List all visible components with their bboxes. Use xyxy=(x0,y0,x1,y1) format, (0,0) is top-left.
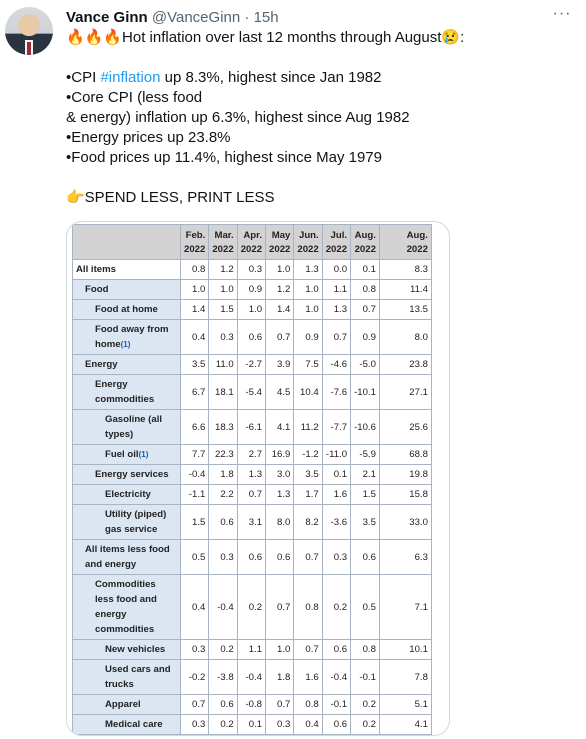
table-row xyxy=(73,375,432,410)
value-cell: 22.3 xyxy=(209,445,237,465)
value-cell: -10.6 xyxy=(351,410,380,445)
value-cell: 18.1 xyxy=(209,375,237,410)
tweet-header xyxy=(66,8,279,28)
value-cell: -5.4 xyxy=(237,375,265,410)
table-header-cell xyxy=(379,225,431,260)
tweet-line-food: •Food prices up 11.4%, highest since May 1979 xyxy=(66,149,382,166)
header-separator: · xyxy=(244,9,250,26)
value-cell: 0.5 xyxy=(351,575,380,640)
value-cell: 1.6 xyxy=(294,660,322,695)
value-cell: 68.8 xyxy=(379,445,431,465)
value-cell: 0.7 xyxy=(266,320,294,355)
value-cell: 7.8 xyxy=(379,660,431,695)
value-cell: 1.3 xyxy=(322,300,350,320)
value-cell: 2.2 xyxy=(209,485,237,505)
value-cell: -0.2 xyxy=(181,660,209,695)
value-cell: 1.4 xyxy=(181,300,209,320)
value-cell: 1.5 xyxy=(181,505,209,540)
value-cell: 1.0 xyxy=(209,280,237,300)
value-cell: -2.7 xyxy=(237,355,265,375)
table-header-cell xyxy=(266,225,294,260)
tweet-media-image[interactable] xyxy=(66,221,450,736)
value-cell: 4.5 xyxy=(266,375,294,410)
header-month: Feb. xyxy=(185,230,206,241)
value-cell: 1.3 xyxy=(237,465,265,485)
row-label-text: Commodities less food and energy commodities xyxy=(95,579,157,635)
value-cell: 0.6 xyxy=(237,320,265,355)
value-cell: -0.4 xyxy=(209,575,237,640)
value-cell: -1.1 xyxy=(181,485,209,505)
cpi-prefix: •CPI xyxy=(66,69,101,86)
hashtag-link[interactable]: #inflation xyxy=(100,69,161,86)
value-cell: 0.7 xyxy=(237,485,265,505)
header-month: Mar. xyxy=(214,230,234,241)
author-name[interactable]: Vance Ginn xyxy=(66,9,148,26)
value-cell: 18.3 xyxy=(209,410,237,445)
table-header-cell xyxy=(351,225,380,260)
value-cell: 0.8 xyxy=(181,260,209,280)
value-cell: 0.8 xyxy=(294,695,322,715)
table-row xyxy=(73,320,432,355)
header-month: Jun. xyxy=(298,230,319,241)
value-cell: 1.3 xyxy=(294,260,322,280)
value-cell: -6.1 xyxy=(237,410,265,445)
value-cell: 0.7 xyxy=(294,640,322,660)
row-label xyxy=(73,445,181,465)
cpi-suffix: up 8.3%, highest since Jan 1982 xyxy=(160,69,382,86)
value-cell: 2.7 xyxy=(237,445,265,465)
table-row xyxy=(73,260,432,280)
value-cell: -0.8 xyxy=(237,695,265,715)
row-label xyxy=(73,715,181,735)
header-month: Aug. xyxy=(406,230,428,241)
row-label-text: Medical care xyxy=(105,719,163,730)
value-cell: 0.4 xyxy=(181,320,209,355)
value-cell: 0.5 xyxy=(181,540,209,575)
row-label xyxy=(73,575,181,640)
value-cell: 8.2 xyxy=(294,505,322,540)
row-label-text: Electricity xyxy=(105,489,151,500)
value-cell: 0.6 xyxy=(266,540,294,575)
value-cell: 8.0 xyxy=(266,505,294,540)
value-cell: 0.6 xyxy=(209,695,237,715)
value-cell: 0.6 xyxy=(322,640,350,660)
value-cell: 0.3 xyxy=(266,715,294,735)
row-label xyxy=(73,280,181,300)
value-cell: 1.0 xyxy=(181,280,209,300)
table-row xyxy=(73,695,432,715)
table-row xyxy=(73,355,432,375)
author-avatar[interactable] xyxy=(5,7,53,55)
row-label xyxy=(73,300,181,320)
row-label xyxy=(73,505,181,540)
value-cell: -4.6 xyxy=(322,355,350,375)
value-cell: 0.1 xyxy=(237,715,265,735)
header-year: 2022 xyxy=(406,244,428,255)
value-cell: 3.5 xyxy=(351,505,380,540)
value-cell: 1.4 xyxy=(266,300,294,320)
header-year: 2022 xyxy=(269,244,291,255)
author-handle[interactable]: @VanceGinn xyxy=(151,9,241,26)
row-label-text: Fuel oil xyxy=(105,449,139,460)
value-cell: 1.0 xyxy=(266,260,294,280)
row-label-text: New vehicles xyxy=(105,644,166,655)
value-cell: 1.6 xyxy=(322,485,350,505)
value-cell: 7.1 xyxy=(379,575,431,640)
value-cell: 1.1 xyxy=(322,280,350,300)
header-month: Aug. xyxy=(354,230,376,241)
footnote-link[interactable]: (1) xyxy=(138,450,149,459)
tweet-line-headline: 🔥🔥🔥Hot inflation over last 12 months through August😢: xyxy=(66,29,465,46)
table-row xyxy=(73,465,432,485)
header-month: May xyxy=(271,230,291,241)
row-label-text: Food at home xyxy=(95,304,158,315)
row-label-text: Energy commodities xyxy=(95,379,155,405)
value-cell: 15.8 xyxy=(379,485,431,505)
row-label xyxy=(73,485,181,505)
value-cell: 3.0 xyxy=(266,465,294,485)
tweet-text xyxy=(66,28,566,208)
row-label-text: All items xyxy=(76,264,116,275)
tweet-timestamp[interactable]: 15h xyxy=(253,9,279,26)
value-cell: 1.0 xyxy=(266,640,294,660)
tweet-line-cpi xyxy=(66,68,566,88)
value-cell: 3.9 xyxy=(266,355,294,375)
value-cell: 0.2 xyxy=(322,575,350,640)
more-dots-icon[interactable]: ··· xyxy=(552,5,572,22)
value-cell: 1.0 xyxy=(294,300,322,320)
value-cell: -5.0 xyxy=(351,355,380,375)
row-label xyxy=(73,355,181,375)
value-cell: 0.6 xyxy=(209,505,237,540)
row-label xyxy=(73,695,181,715)
row-label-text: Energy services xyxy=(95,469,169,480)
value-cell: 0.6 xyxy=(351,540,380,575)
value-cell: 2.1 xyxy=(351,465,380,485)
table-header-blank xyxy=(73,225,181,260)
value-cell: 3.1 xyxy=(237,505,265,540)
value-cell: 0.4 xyxy=(181,575,209,640)
row-label-text: Utility (piped) gas service xyxy=(105,509,167,535)
value-cell: 6.7 xyxy=(181,375,209,410)
table-header-cell xyxy=(294,225,322,260)
value-cell: -0.1 xyxy=(322,695,350,715)
value-cell: 8.0 xyxy=(379,320,431,355)
value-cell: 1.1 xyxy=(237,640,265,660)
row-label-text: All items less food and energy xyxy=(85,544,170,570)
value-cell: 0.8 xyxy=(351,280,380,300)
row-label-text: Used cars and trucks xyxy=(105,664,171,690)
value-cell: -10.1 xyxy=(351,375,380,410)
value-cell: 19.8 xyxy=(379,465,431,485)
value-cell: 16.9 xyxy=(266,445,294,465)
value-cell: 0.7 xyxy=(266,575,294,640)
value-cell: 10.4 xyxy=(294,375,322,410)
tweet-line-cta: 👉SPEND LESS, PRINT LESS xyxy=(66,189,275,206)
cpi-table xyxy=(72,224,432,735)
value-cell: -5.9 xyxy=(351,445,380,465)
value-cell: 6.6 xyxy=(181,410,209,445)
table-row xyxy=(73,540,432,575)
table-header-cell xyxy=(237,225,265,260)
value-cell: -1.2 xyxy=(294,445,322,465)
table-row xyxy=(73,660,432,695)
value-cell: -7.7 xyxy=(322,410,350,445)
table-row xyxy=(73,300,432,320)
value-cell: 0.2 xyxy=(209,715,237,735)
row-label-text: Energy xyxy=(85,359,118,370)
value-cell: -7.6 xyxy=(322,375,350,410)
value-cell: 0.3 xyxy=(237,260,265,280)
value-cell: 1.2 xyxy=(266,280,294,300)
value-cell: 27.1 xyxy=(379,375,431,410)
value-cell: 6.3 xyxy=(379,540,431,575)
value-cell: 0.2 xyxy=(237,575,265,640)
header-year: 2022 xyxy=(354,244,376,255)
header-year: 2022 xyxy=(212,244,234,255)
value-cell: 3.5 xyxy=(294,465,322,485)
value-cell: 0.7 xyxy=(351,300,380,320)
value-cell: 7.7 xyxy=(181,445,209,465)
row-label xyxy=(73,320,181,355)
row-label xyxy=(73,410,181,445)
value-cell: 10.1 xyxy=(379,640,431,660)
table-row xyxy=(73,410,432,445)
value-cell: -0.4 xyxy=(181,465,209,485)
value-cell: 0.3 xyxy=(209,320,237,355)
table-header-cell xyxy=(209,225,237,260)
value-cell: -0.4 xyxy=(322,660,350,695)
header-month: Apr. xyxy=(243,230,263,241)
value-cell: 11.0 xyxy=(209,355,237,375)
table-header-row xyxy=(73,225,432,260)
value-cell: 7.5 xyxy=(294,355,322,375)
value-cell: 0.0 xyxy=(322,260,350,280)
row-label xyxy=(73,465,181,485)
value-cell: 1.5 xyxy=(209,300,237,320)
value-cell: 1.7 xyxy=(294,485,322,505)
value-cell: -0.4 xyxy=(237,660,265,695)
tweet-line-energy: •Energy prices up 23.8% xyxy=(66,129,231,146)
value-cell: -3.8 xyxy=(209,660,237,695)
header-month: Jul. xyxy=(330,230,348,241)
value-cell: 4.1 xyxy=(266,410,294,445)
value-cell: 0.9 xyxy=(351,320,380,355)
row-label-text: Food xyxy=(85,284,109,295)
value-cell: 0.2 xyxy=(351,695,380,715)
table-row xyxy=(73,485,432,505)
value-cell: 0.2 xyxy=(351,715,380,735)
tweet-line-core-1: •Core CPI (less food xyxy=(66,89,203,106)
value-cell: 0.8 xyxy=(351,640,380,660)
table-row xyxy=(73,280,432,300)
value-cell: 11.4 xyxy=(379,280,431,300)
value-cell: 0.7 xyxy=(322,320,350,355)
value-cell: 1.0 xyxy=(237,300,265,320)
value-cell: 0.4 xyxy=(294,715,322,735)
value-cell: 0.3 xyxy=(181,640,209,660)
value-cell: 1.0 xyxy=(294,280,322,300)
value-cell: 1.2 xyxy=(209,260,237,280)
value-cell: 0.2 xyxy=(209,640,237,660)
row-label xyxy=(73,260,181,280)
table-row xyxy=(73,640,432,660)
value-cell: 1.8 xyxy=(209,465,237,485)
row-label xyxy=(73,660,181,695)
value-cell: 0.3 xyxy=(322,540,350,575)
tweet-line-core-2: & energy) inflation up 6.3%, highest since Aug 1982 xyxy=(66,109,410,126)
value-cell: 0.6 xyxy=(237,540,265,575)
table-row xyxy=(73,445,432,465)
value-cell: 0.1 xyxy=(351,260,380,280)
header-year: 2022 xyxy=(240,244,263,255)
row-label xyxy=(73,375,181,410)
value-cell: 0.7 xyxy=(181,695,209,715)
value-cell: 4.1 xyxy=(379,715,431,735)
value-cell: 0.8 xyxy=(294,575,322,640)
header-year: 2022 xyxy=(297,244,319,255)
value-cell: 1.3 xyxy=(266,485,294,505)
row-label-text: Gasoline (all types) xyxy=(105,414,163,440)
value-cell: 25.6 xyxy=(379,410,431,445)
value-cell: 0.9 xyxy=(294,320,322,355)
row-label xyxy=(73,640,181,660)
value-cell: 13.5 xyxy=(379,300,431,320)
table-row xyxy=(73,575,432,640)
footnote-link[interactable]: (1) xyxy=(120,340,131,349)
header-year: 2022 xyxy=(325,244,348,255)
value-cell: 1.8 xyxy=(266,660,294,695)
table-header-cell xyxy=(181,225,209,260)
value-cell: 0.3 xyxy=(209,540,237,575)
avatar-tie xyxy=(27,42,31,55)
value-cell: 0.7 xyxy=(266,695,294,715)
value-cell: 5.1 xyxy=(379,695,431,715)
value-cell: 1.5 xyxy=(351,485,380,505)
row-label-text: Food away from home xyxy=(95,324,169,350)
value-cell: 0.9 xyxy=(237,280,265,300)
table-row xyxy=(73,505,432,540)
value-cell: 8.3 xyxy=(379,260,431,280)
value-cell: 0.7 xyxy=(294,540,322,575)
row-label-text: Apparel xyxy=(105,699,141,710)
value-cell: 11.2 xyxy=(294,410,322,445)
value-cell: -11.0 xyxy=(322,445,350,465)
value-cell: 3.5 xyxy=(181,355,209,375)
value-cell: 0.1 xyxy=(322,465,350,485)
table-body xyxy=(73,260,432,735)
value-cell: 0.6 xyxy=(322,715,350,735)
table-header-cell xyxy=(322,225,350,260)
header-year: 2022 xyxy=(184,244,206,255)
value-cell: -0.1 xyxy=(351,660,380,695)
row-label xyxy=(73,540,181,575)
value-cell: 23.8 xyxy=(379,355,431,375)
value-cell: 33.0 xyxy=(379,505,431,540)
table-row xyxy=(73,715,432,735)
value-cell: -3.6 xyxy=(322,505,350,540)
value-cell: 0.3 xyxy=(181,715,209,735)
